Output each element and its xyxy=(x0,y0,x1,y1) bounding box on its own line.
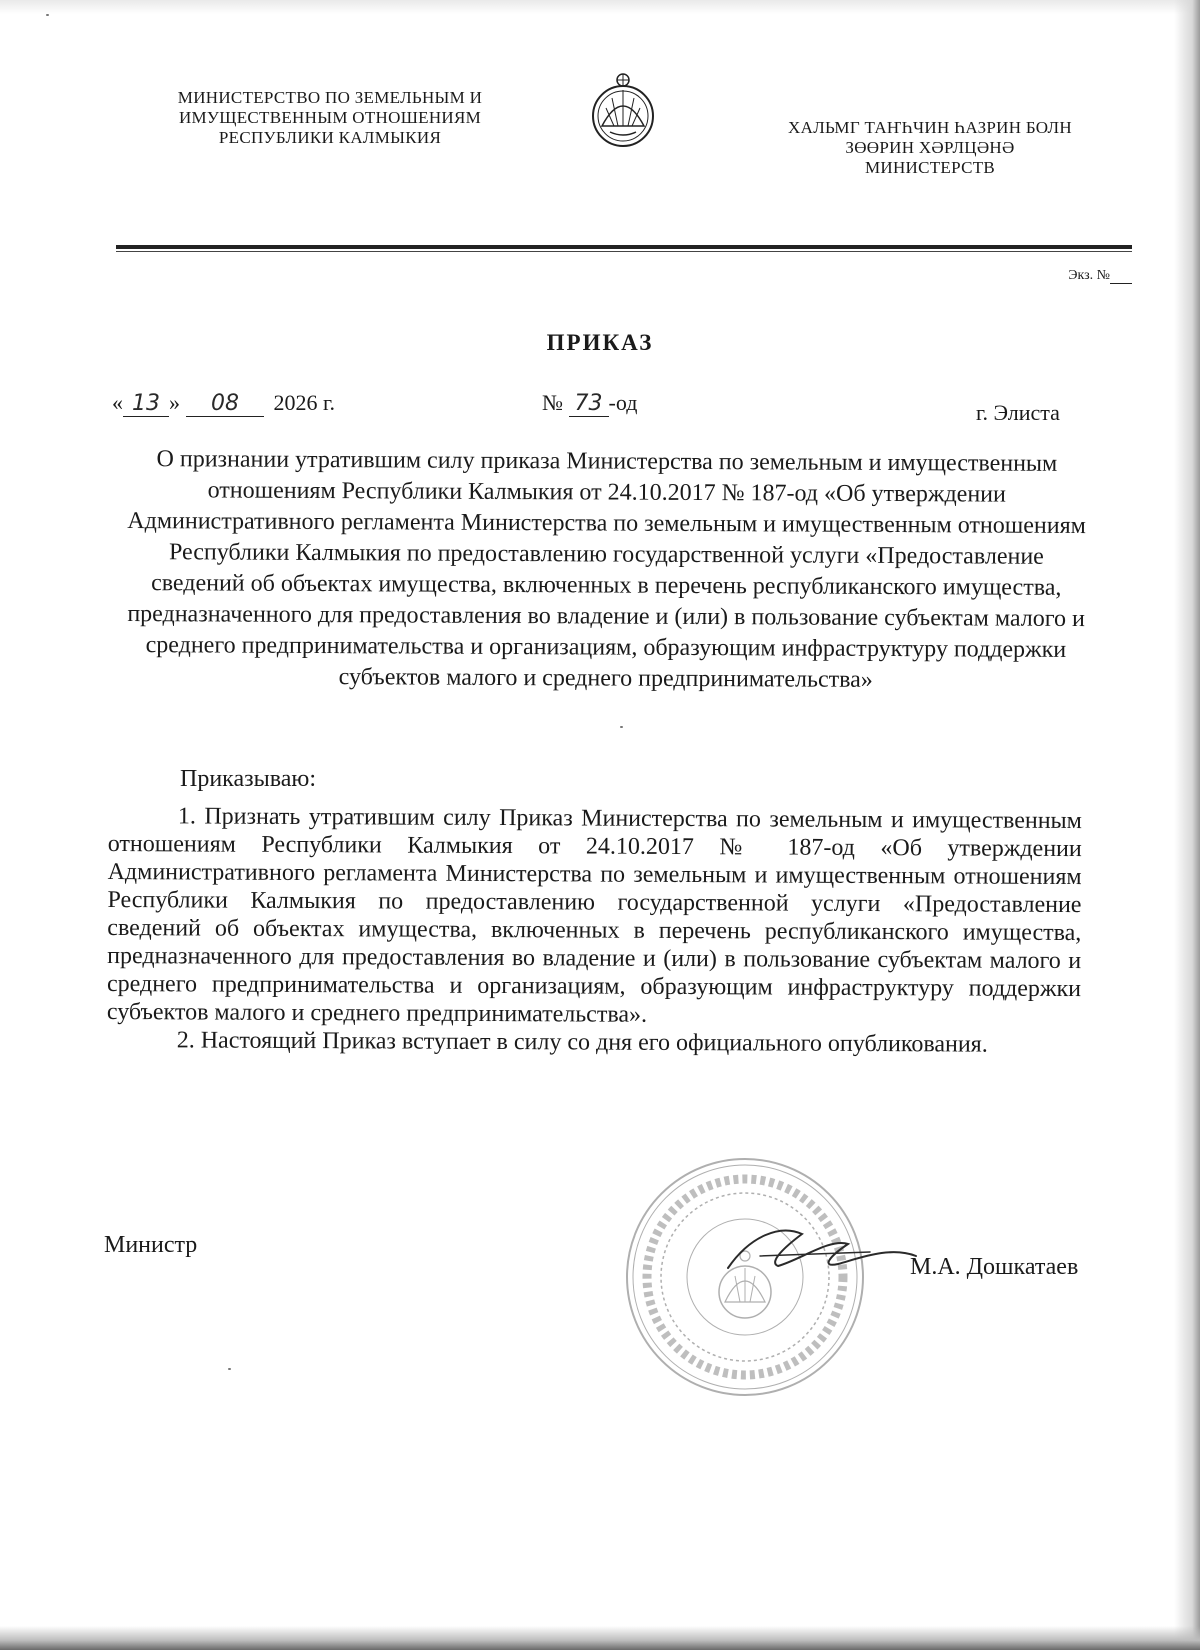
order-item-1: 1. Признать утратившим силу Приказ Министерства по земельным и имущественным отношениям Республики Калмыкия от 24.10.2017 № 187-од «Об утверждении Административного регламента Министерства по земельным и имущественным отношениям Республики Калмыкия по предоставлению государственной услуги «Предоставление сведений об объектах имущества, включенных в перечень республиканского имущества, предназначенного для предоставления во владение и (или) в пользование субъектам малого и среднего предпринимательства и организациям, образующим инфраструктуру поддержки субъектов малого и среднего предпринимательства». xyxy=(106,803,1082,1028)
order-body xyxy=(107,802,1082,1059)
order-subject: О признании утратившим силу приказа Министерства по земельным и имущественным отношениям Республики Калмыкия от 24.10.2017 № 187-од «Об утверждении Административного регламента Министерства по земельным и имущественным отношениям Республики Калмыкия по предоставлению государственной услуги «Предоставление сведений об объектах имущества, включенных в перечень республиканского имущества, предназначенного для предоставления во владение и (или) в пользование субъектам малого и среднего предпринимательства и организациям, образующим инфраструктуру поддержки субъектов малого и среднего предпринимательства» xyxy=(127,446,1086,693)
emblem-icon xyxy=(588,68,658,156)
order-item-2: 2. Настоящий Приказ вступает в силу со дня его официального опубликования. xyxy=(176,1027,988,1058)
date-day: 13 xyxy=(123,391,169,417)
order-verb: Приказываю: xyxy=(180,766,316,792)
scan-edge-top xyxy=(0,0,1200,14)
signatory-position: Министр xyxy=(104,1232,198,1258)
date-open-quote: « xyxy=(112,390,123,415)
organization-name-russian: МИНИСТЕРСТВО ПО ЗЕМЕЛЬНЫМ И ИМУЩЕСТВЕННЫМ ОТНОШЕНИЯМ РЕСПУБЛИКИ КАЛМЫКИЯ xyxy=(177,88,483,147)
copy-number xyxy=(1068,268,1132,284)
scan-speck xyxy=(620,726,623,728)
date-year: 2026 г. xyxy=(273,390,336,415)
scan-speck xyxy=(46,14,49,16)
date-month: 08 xyxy=(186,391,264,417)
scan-edge-right xyxy=(1174,0,1200,1650)
order-number xyxy=(542,390,637,417)
order-number-value: 73 xyxy=(569,391,609,417)
order-date xyxy=(112,390,335,417)
signatory-name: М.А. Дошкатаев xyxy=(910,1254,1079,1280)
date-close-quote: » xyxy=(169,390,180,415)
organization-name-kalmyk: ХАЛЬМГ ТАҤҺЧИН ҺАЗРИН БОЛН ЗӨӨРИН ХӘРЛЦӘНӘ МИНИСТЕРСТВ xyxy=(788,118,1072,177)
copy-number-label: Экз. № xyxy=(1068,268,1110,283)
scan-speck xyxy=(228,1368,231,1370)
order-number-suffix: -од xyxy=(608,390,638,415)
order-number-prefix: № xyxy=(542,390,563,415)
document-title: ПРИКАЗ xyxy=(546,330,654,355)
city: г. Элиста xyxy=(976,400,1060,425)
handwritten-signature-icon xyxy=(720,1216,920,1286)
header-rule-thin xyxy=(116,251,1132,252)
header-rule xyxy=(116,245,1132,249)
scan-edge-bottom xyxy=(0,1626,1200,1650)
copy-number-blank xyxy=(1110,269,1132,284)
